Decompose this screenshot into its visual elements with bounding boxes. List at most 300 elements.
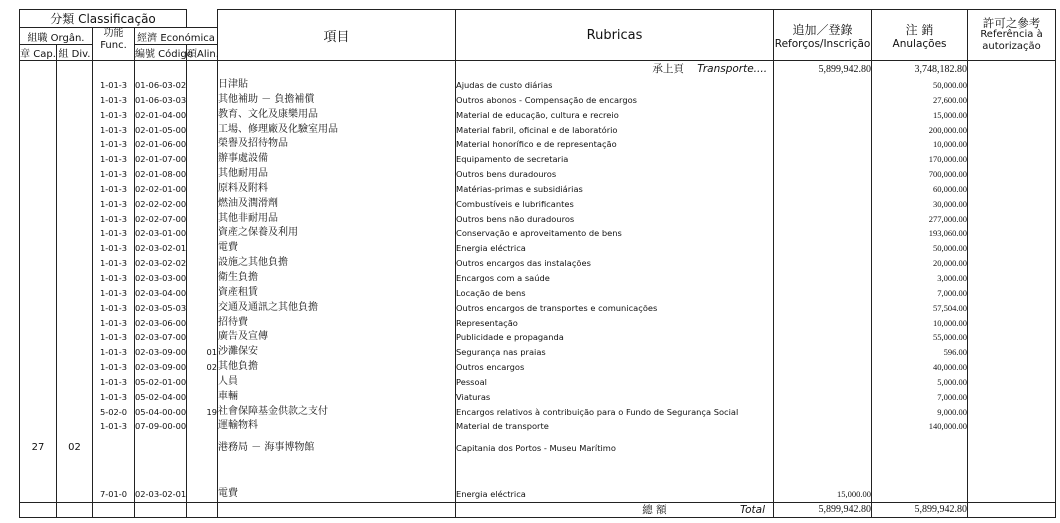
header-economica: 經濟 Económica [135,28,218,45]
rows-row [20,330,1056,345]
org-div: 02 [57,434,93,462]
economic-code: 02-01-04-00 [135,108,187,123]
alinea [187,316,218,331]
div-cell [57,167,93,182]
rubrica-pt: Outros encargos de transportes e comunicações [456,301,774,316]
alinea [187,241,218,256]
item-zh: 工場、修理廠及化驗室用品 [218,123,456,138]
item-zh: 日津貼 [218,78,456,93]
header-anulacoes-pt: Anulações [892,37,947,50]
rubrica-pt: Outros encargos [456,360,774,375]
org-name-pt: Capitania dos Portos - Museu Marítimo [456,434,774,462]
transport-row [20,61,1056,79]
reforcos-value [774,286,872,301]
div-cell [57,256,93,271]
economic-code: 02-03-02-02 [135,256,187,271]
alinea [187,123,218,138]
div-cell [57,241,93,256]
rows-row [20,271,1056,286]
rows-row [20,167,1056,182]
economic-code: 02-03-03-00 [135,271,187,286]
item-zh: 教育、文化及康樂用品 [218,108,456,123]
reforcos-value [774,152,872,167]
cap-cell [20,286,57,301]
item-zh: 設施之其他負擔 [218,256,456,271]
cap-cell [20,360,57,375]
economic-code: 07-09-00-00 [135,419,187,434]
cap-cell [20,375,57,390]
cap-cell [20,419,57,434]
reforcos-value [774,78,872,93]
rows-row [20,286,1056,301]
transport-label-pt: Transporte.... [697,63,768,75]
referencia-cell [968,487,1056,502]
rows-row [20,212,1056,227]
spacer-cell [218,462,456,487]
cap-cell [20,487,57,502]
rubrica-pt: Outros bens duradouros [456,167,774,182]
rubrica-pt: Equipamento de secretaria [456,152,774,167]
org-row [20,434,1056,462]
referencia-cell [968,226,1056,241]
alinea [187,375,218,390]
rows-row [20,345,1056,360]
header-funcional-pt: Func. [100,40,127,51]
div-cell [57,137,93,152]
referencia-cell [968,301,1056,316]
alinea [187,93,218,108]
total-empty-cell [135,503,187,518]
economic-code: 02-01-05-00 [135,123,187,138]
anulacoes-value: 193,060.00 [872,226,968,241]
rubrica-pt: Encargos com a saúde [456,271,774,286]
reforcos-value [774,360,872,375]
economic-code: 02-01-08-00 [135,167,187,182]
alinea [187,301,218,316]
item-zh: 廣告及宣傳 [218,330,456,345]
economic-code: 01-06-03-02 [135,78,187,93]
div-cell [57,108,93,123]
spacer-cell [774,462,872,487]
economic-code: 02-03-04-00 [135,286,187,301]
func-code: 1-01-3 [93,137,135,152]
item-zh: 資產租賃 [218,286,456,301]
total-empty-cell [93,503,135,518]
referencia-cell [968,137,1056,152]
func-code: 5-02-0 [93,405,135,420]
div-cell [57,405,93,420]
alinea [187,212,218,227]
rows-row [20,256,1056,271]
alinea [187,197,218,212]
economic-code: 02-02-07-00 [135,212,187,227]
cap-cell [20,271,57,286]
reforcos-value [774,197,872,212]
referencia-cell [968,152,1056,167]
total-empty-cell [20,503,57,518]
total-empty-cell [187,503,218,518]
rubrica-pt: Representação [456,316,774,331]
anulacoes-value: 3,000.00 [872,271,968,286]
rows-row [20,197,1056,212]
func-code: 1-01-3 [93,108,135,123]
cap-cell [20,78,57,93]
referencia-cell [968,256,1056,271]
div-cell [57,360,93,375]
div-cell [57,271,93,286]
referencia-cell [968,503,1056,518]
cap-cell [20,256,57,271]
org-cap: 27 [20,434,57,462]
cap-cell [20,345,57,360]
header-anulacoes [872,10,968,61]
economic-code: 02-01-07-00 [135,152,187,167]
spacer-cell [93,462,135,487]
total-row [20,503,1056,518]
div-cell [57,487,93,502]
rubrica-pt: Ajudas de custo diárias [456,78,774,93]
func-code: 1-01-3 [93,152,135,167]
div-cell [57,301,93,316]
anulacoes-value: 140,000.00 [872,419,968,434]
rubrica-pt: Locação de bens [456,286,774,301]
anulacoes-value [872,487,968,502]
rubrica-pt: Material de transporte [456,419,774,434]
cap-cell [20,390,57,405]
alinea [187,487,218,502]
reforcos-value [774,301,872,316]
rubrica-pt: Outros encargos das instalações [456,256,774,271]
economic-code: 02-02-02-00 [135,197,187,212]
spacer-cell [20,462,57,487]
alinea [187,152,218,167]
rows-row [20,108,1056,123]
rubrica-pt: Publicidade e propaganda [456,330,774,345]
org-name-zh: 港務局 － 海事博物館 [218,434,456,462]
alinea [187,419,218,434]
referencia-cell [968,108,1056,123]
func-code: 1-01-3 [93,419,135,434]
cap-cell [20,108,57,123]
reforcos-value [774,330,872,345]
rubrica-pt: Material fabril, oficinal e de laboratório [456,123,774,138]
header-anulacoes-zh: 注 銷 [905,22,934,37]
anulacoes-value: 60,000.00 [872,182,968,197]
func-code: 1-01-3 [93,212,135,227]
cap-cell [20,405,57,420]
total-anulacoes: 5,899,942.80 [872,503,968,518]
economic-code: 05-04-00-00 [135,405,187,420]
referencia-cell [968,316,1056,331]
rubrica-pt: Outros abonos - Compensação de encargos [456,93,774,108]
rows-row [20,137,1056,152]
reforcos-value [774,375,872,390]
referencia-cell [968,330,1056,345]
cap-cell [20,137,57,152]
item-zh: 衛生負擔 [218,271,456,286]
func-code: 1-01-3 [93,345,135,360]
anulacoes-value: 170,000.00 [872,152,968,167]
economic-code: 02-03-05-03 [135,301,187,316]
rows-row [20,405,1056,420]
anulacoes-value: 30,000.00 [872,197,968,212]
alinea [187,182,218,197]
reforcos-value [774,93,872,108]
anulacoes-value: 55,000.00 [872,330,968,345]
cap-cell [20,330,57,345]
reforcos-value [774,123,872,138]
total-label [456,503,774,518]
header-reforcos-pt: Reforços/Inscrição [774,37,871,50]
rubrica-pt: Outros bens não duradouros [456,212,774,227]
anulacoes-value: 50,000.00 [872,241,968,256]
reforcos-value [774,108,872,123]
reforcos-value [774,137,872,152]
func-code: 1-01-3 [93,167,135,182]
alinea [187,271,218,286]
div-cell [57,345,93,360]
anulacoes-value [872,434,968,462]
total-empty-cell [218,503,456,518]
div-cell [57,419,93,434]
alinea: 02 [187,360,218,375]
item-zh: 其他耐用品 [218,167,456,182]
anulacoes-value: 10,000.00 [872,316,968,331]
rows-row [20,419,1056,434]
referencia-cell [968,375,1056,390]
economic-code: 02-03-09-00 [135,345,187,360]
rubrica-pt: Material de educação, cultura e recreio [456,108,774,123]
referencia-cell [968,405,1056,420]
header-cap: 章 Cap. [20,45,57,61]
div-cell [57,182,93,197]
header-div: 組 Div. [57,45,93,61]
anulacoes-value: 700,000.00 [872,167,968,182]
func-code: 1-01-3 [93,271,135,286]
referencia-cell [968,271,1056,286]
referencia-cell [968,390,1056,405]
rows-row [20,93,1056,108]
cap-cell [20,182,57,197]
referencia-cell [968,197,1056,212]
func-code: 1-01-3 [93,330,135,345]
spacer-cell [187,462,218,487]
alinea [187,78,218,93]
header-reforcos [774,10,872,61]
item-zh: 資產之保養及利用 [218,226,456,241]
transport-label-zh: 承上頁 [652,63,684,75]
cap-cell [20,197,57,212]
economic-code: 01-06-03-03 [135,93,187,108]
alinea [187,108,218,123]
div-cell [57,212,93,227]
anulacoes-value: 596.00 [872,345,968,360]
item-zh: 燃油及潤滑劑 [218,197,456,212]
func-code: 7-01-0 [93,487,135,502]
header-referencia-pt1: Referência à [980,29,1043,40]
cap-cell [20,241,57,256]
rows-row [20,182,1056,197]
rubrica-pt: Combustíveis e lubrificantes [456,197,774,212]
spacer-cell [968,462,1056,487]
reforcos-value [774,405,872,420]
rubrica-pt: Material honorífico e de representação [456,137,774,152]
item-zh: 其他補助 － 負擔補償 [218,93,456,108]
economic-code: 05-02-04-00 [135,390,187,405]
referencia-cell [968,93,1056,108]
func-code: 1-01-3 [93,301,135,316]
alinea [187,286,218,301]
anulacoes-value: 277,000.00 [872,212,968,227]
item-zh: 招待費 [218,316,456,331]
alinea [187,390,218,405]
rows-row [20,390,1056,405]
rows-row [20,301,1056,316]
economic-code: 02-02-01-00 [135,182,187,197]
alinea [187,167,218,182]
item-zh: 榮譽及招待物品 [218,137,456,152]
func-code: 1-01-3 [93,93,135,108]
div-cell [57,123,93,138]
spacer-row [20,462,1056,487]
div-cell [57,390,93,405]
rows-row [20,152,1056,167]
anulacoes-value: 15,000.00 [872,108,968,123]
header-classificacao: 分類 Classificação [20,10,187,28]
rows-row [20,316,1056,331]
alinea [187,256,218,271]
rubrica-pt: Conservação e aproveitamento de bens [456,226,774,241]
referencia-cell [968,241,1056,256]
alinea: 01 [187,345,218,360]
div-cell [57,78,93,93]
reforcos-value: 15,000.00 [774,487,872,502]
item-zh: 社會保障基金供款之支付 [218,405,456,420]
total-label-zh: 總 額 [642,504,667,517]
rubrica-pt: Encargos relativos à contribuição para o Fundo de Segurança Social [456,405,774,420]
anulacoes-value: 27,600.00 [872,93,968,108]
spacer-cell [872,462,968,487]
economic-code: 02-01-06-00 [135,137,187,152]
div-cell [57,226,93,241]
spacer-cell [456,462,774,487]
spacer-cell [57,462,93,487]
economic-code: 05-02-01-00 [135,375,187,390]
rubrica-pt: Energia eléctrica [456,487,774,502]
anulacoes-value: 9,000.00 [872,405,968,420]
org_rows-row [20,487,1056,502]
item-zh: 沙灘保安 [218,345,456,360]
header-alin: 項Alin. [187,45,218,61]
func-code: 1-01-3 [93,197,135,212]
rubrica-pt: Segurança nas praias [456,345,774,360]
rows-row [20,375,1056,390]
item-zh: 人員 [218,375,456,390]
reforcos-value [774,212,872,227]
func-code: 1-01-3 [93,123,135,138]
header-funcional-zh: 功能 [103,28,124,39]
anulacoes-value: 5,000.00 [872,375,968,390]
cap-cell [20,301,57,316]
item-zh: 運輸物料 [218,419,456,434]
item-zh: 車輛 [218,390,456,405]
budget-body [20,61,1056,518]
economic-code: 02-03-07-00 [135,330,187,345]
div-cell [57,152,93,167]
referencia-cell [968,345,1056,360]
item-zh: 交通及通訊之其他負擔 [218,301,456,316]
reforcos-value [774,419,872,434]
transport-anulacoes: 3,748,182.80 [872,61,968,79]
reforcos-value [774,316,872,331]
header-codigo: 編號 Código [135,45,187,61]
reforcos-value [774,167,872,182]
func-code: 1-01-3 [93,360,135,375]
anulacoes-value: 40,000.00 [872,360,968,375]
item-zh: 原料及附料 [218,182,456,197]
alinea [187,226,218,241]
func-code: 1-01-3 [93,182,135,197]
economic-code: 02-03-02-01 [135,487,187,502]
header-items: 項目 [218,10,456,61]
anulacoes-value: 10,000.00 [872,137,968,152]
total-reforcos: 5,899,942.80 [774,503,872,518]
rubrica-pt: Energia eléctrica [456,241,774,256]
func-code: 1-01-3 [93,78,135,93]
alinea [187,434,218,462]
economic-code: 02-03-09-00 [135,360,187,375]
referencia-cell [968,419,1056,434]
cap-cell [20,316,57,331]
budget-table [19,9,1056,518]
reforcos-value [774,390,872,405]
cap-cell [20,167,57,182]
func-code: 1-01-3 [93,226,135,241]
item-zh: 其他非耐用品 [218,212,456,227]
anulacoes-value: 20,000.00 [872,256,968,271]
total-label-pt: Total [740,504,766,517]
div-cell [57,316,93,331]
reforcos-value [774,226,872,241]
func-code [93,434,135,462]
func-code: 1-01-3 [93,375,135,390]
header-rubricas: Rubricas [456,10,774,61]
anulacoes-value: 57,504.00 [872,301,968,316]
rows-row [20,226,1056,241]
cap-cell [20,123,57,138]
transport-label [456,61,774,79]
rows-row [20,123,1056,138]
anulacoes-value: 50,000.00 [872,78,968,93]
referencia-cell [968,123,1056,138]
reforcos-value [774,271,872,286]
referencia-cell [968,167,1056,182]
rows-row [20,78,1056,93]
reforcos-value [774,434,872,462]
referencia-cell [968,360,1056,375]
economic-code: 02-03-01-00 [135,226,187,241]
referencia-cell [968,78,1056,93]
rows-row [20,360,1056,375]
func-code: 1-01-3 [93,390,135,405]
reforcos-value [774,241,872,256]
func-code: 1-01-3 [93,256,135,271]
referencia-cell [968,434,1056,462]
header-organic: 組職 Orgân. [20,28,93,45]
economic-code: 02-03-02-01 [135,241,187,256]
div-cell [57,286,93,301]
rubrica-pt: Pessoal [456,375,774,390]
